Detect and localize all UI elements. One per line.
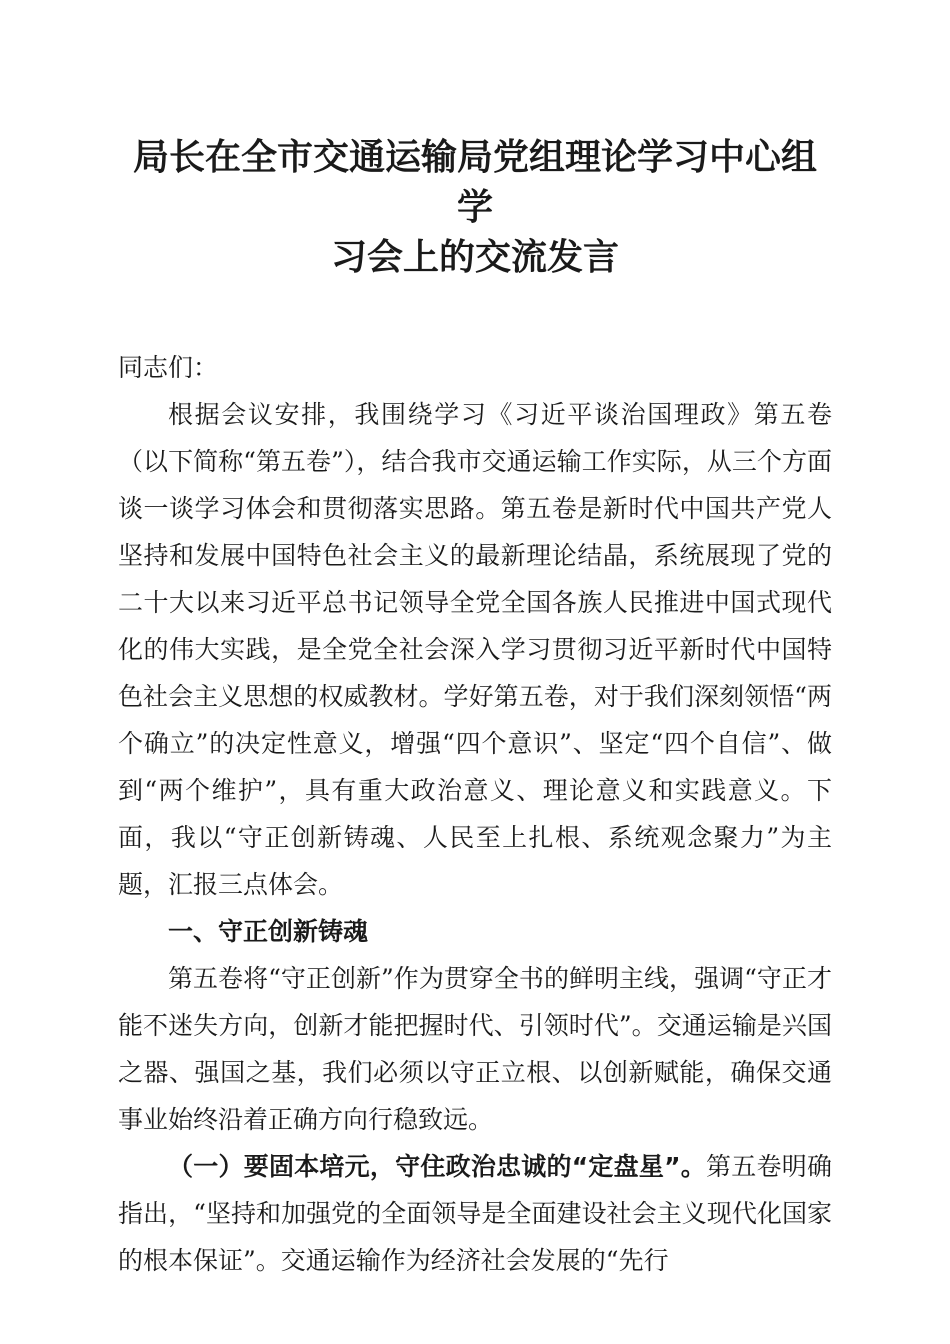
salutation: 同志们： — [118, 353, 219, 382]
title-line-2: 习会上的交流发言 — [330, 236, 619, 278]
subsection-1-text: 第五卷明确指出，“坚持和加强党的全面领导是全面建设社会主义现代化国家的根本保证”。交通运输作为经济社会发展的“先行 — [118, 1152, 832, 1275]
document-title — [118, 132, 832, 282]
subsection-1-heading: （一）要固本培元，守住政治忠诚的“定盘星”。 — [168, 1152, 707, 1181]
document-body — [118, 344, 832, 1284]
section-1-heading: 一、守正创新铸魂 — [168, 917, 369, 946]
title-line-1: 局长在全市交通运输局党组理论学习中心组学 — [132, 136, 817, 228]
subsection-1-paragraph — [118, 1143, 832, 1284]
document-page — [118, 132, 832, 1284]
section-1-paragraph: 第五卷将“守正创新”作为贯穿全书的鲜明主线，强调“守正才能不迷失方向，创新才能把握时代、引领时代”。交通运输是兴国之器、强国之基，我们必须以守正立根、以创新赋能，确保交通事业始终沿着正确方向行稳致远。 — [118, 964, 832, 1134]
intro-paragraph: 根据会议安排，我围绕学习《习近平谈治国理政》第五卷（以下简称“第五卷”），结合我市交通运输工作实际，从三个方面谈一谈学习体会和贯彻落实思路。第五卷是新时代中国共产党人坚持和发展中国特色社会主义的最新理论结晶，系统展现了党的二十大以来习近平总书记领导全党全国各族人民推进中国式现代化的伟大实践，是全党全社会深入学习贯彻习近平新时代中国特色社会主义思想的权威教材。学好第五卷，对于我们深刻领悟“两个确立”的决定性意义，增强“四个意识”、坚定“四个自信”、做到“两个维护”，具有重大政治意义、理论意义和实践意义。下面，我以“守正创新铸魂、人民至上扎根、系统观念聚力”为主题，汇报三点体会。 — [118, 400, 832, 899]
